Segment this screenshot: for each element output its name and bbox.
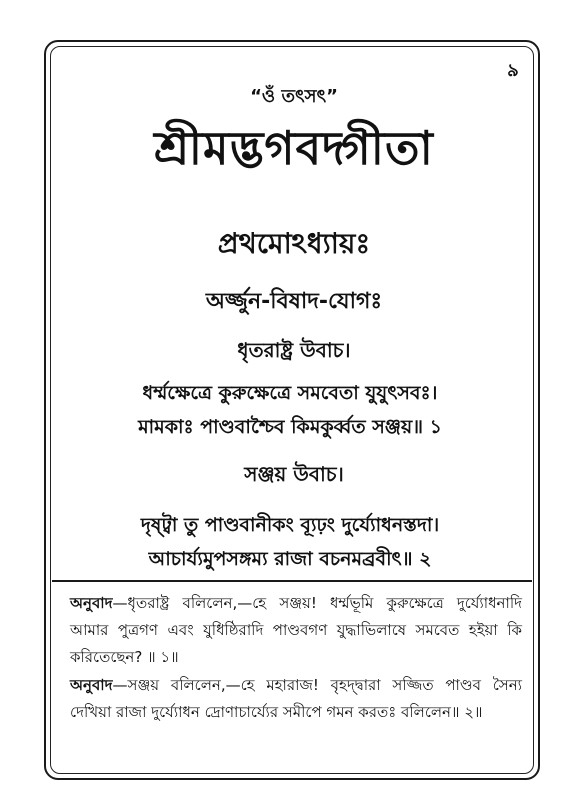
verse-speaker-1: ধৃতরাষ্ট্র উবাচ। xyxy=(237,338,351,362)
verse-2-line-2: আচার্য্যমুপসঙ্গম্য রাজা বচনমব্রবীৎ॥ ২ xyxy=(148,548,432,570)
verse-2-line-1: দৃষ্ট্বা তু পাণ্ডবানীকং ব্যূঢ়ং দুর্য্যোধনস্তদা। xyxy=(140,514,440,536)
verse-1-line-1: ধর্ম্মক্ষেত্রে কুরুক্ষেত্রে সমবেতা যুযুৎসবঃ। xyxy=(142,382,438,404)
verse-2 xyxy=(80,508,500,576)
chapter-subtitle: অর্জ্জুন-বিষাদ-যোগঃ xyxy=(205,289,383,314)
translation-1 xyxy=(70,590,522,671)
invocation: “ওঁ তৎসৎ” xyxy=(250,86,338,107)
verse-1-line-2: মামকাঃ পাণ্ডবাশ্চৈব কিমকুর্ব্বত সঞ্জয়॥ ১ xyxy=(138,416,442,438)
translation-2-text: —সঞ্জয় বলিলেন,—হে মহারাজ! বৃহদ্দ্বারা সজ্জিত পাণ্ডব সৈন্য দেখিয়া রাজা দুর্য্যোধন দ্রোণাচার্য্যের সমীপে গমন করতঃ বলিলেন॥ ২॥ xyxy=(70,676,522,721)
verse-speaker-2: সঞ্জয় উবাচ। xyxy=(244,462,344,486)
translation-2-label: অনুবাদ xyxy=(70,676,113,694)
translation-1-text: —ধৃতরাষ্ট্র বলিলেন,—হে সঞ্জয়! ধর্ম্মভূমি কুরুক্ষেত্রে দুর্য্যোধনাদি আমার পুত্রগণ এবং যুধিষ্ঠিরাদি পাণ্ডবগণ যুদ্ধাভিলাষে সমবেত হইয়া কি করিতেছেন? ॥ ১॥ xyxy=(70,594,522,666)
section-divider xyxy=(52,580,532,582)
translation-2 xyxy=(70,672,522,726)
translation-1-label: অনুবাদ xyxy=(70,594,113,612)
page-title: শ্রীমদ্ভগবদ্গীতা xyxy=(154,121,434,175)
verse-1 xyxy=(80,376,500,444)
page-number: ৯ xyxy=(507,60,519,81)
chapter-heading: প্রথমোঽধ্যায়ঃ xyxy=(217,227,371,260)
